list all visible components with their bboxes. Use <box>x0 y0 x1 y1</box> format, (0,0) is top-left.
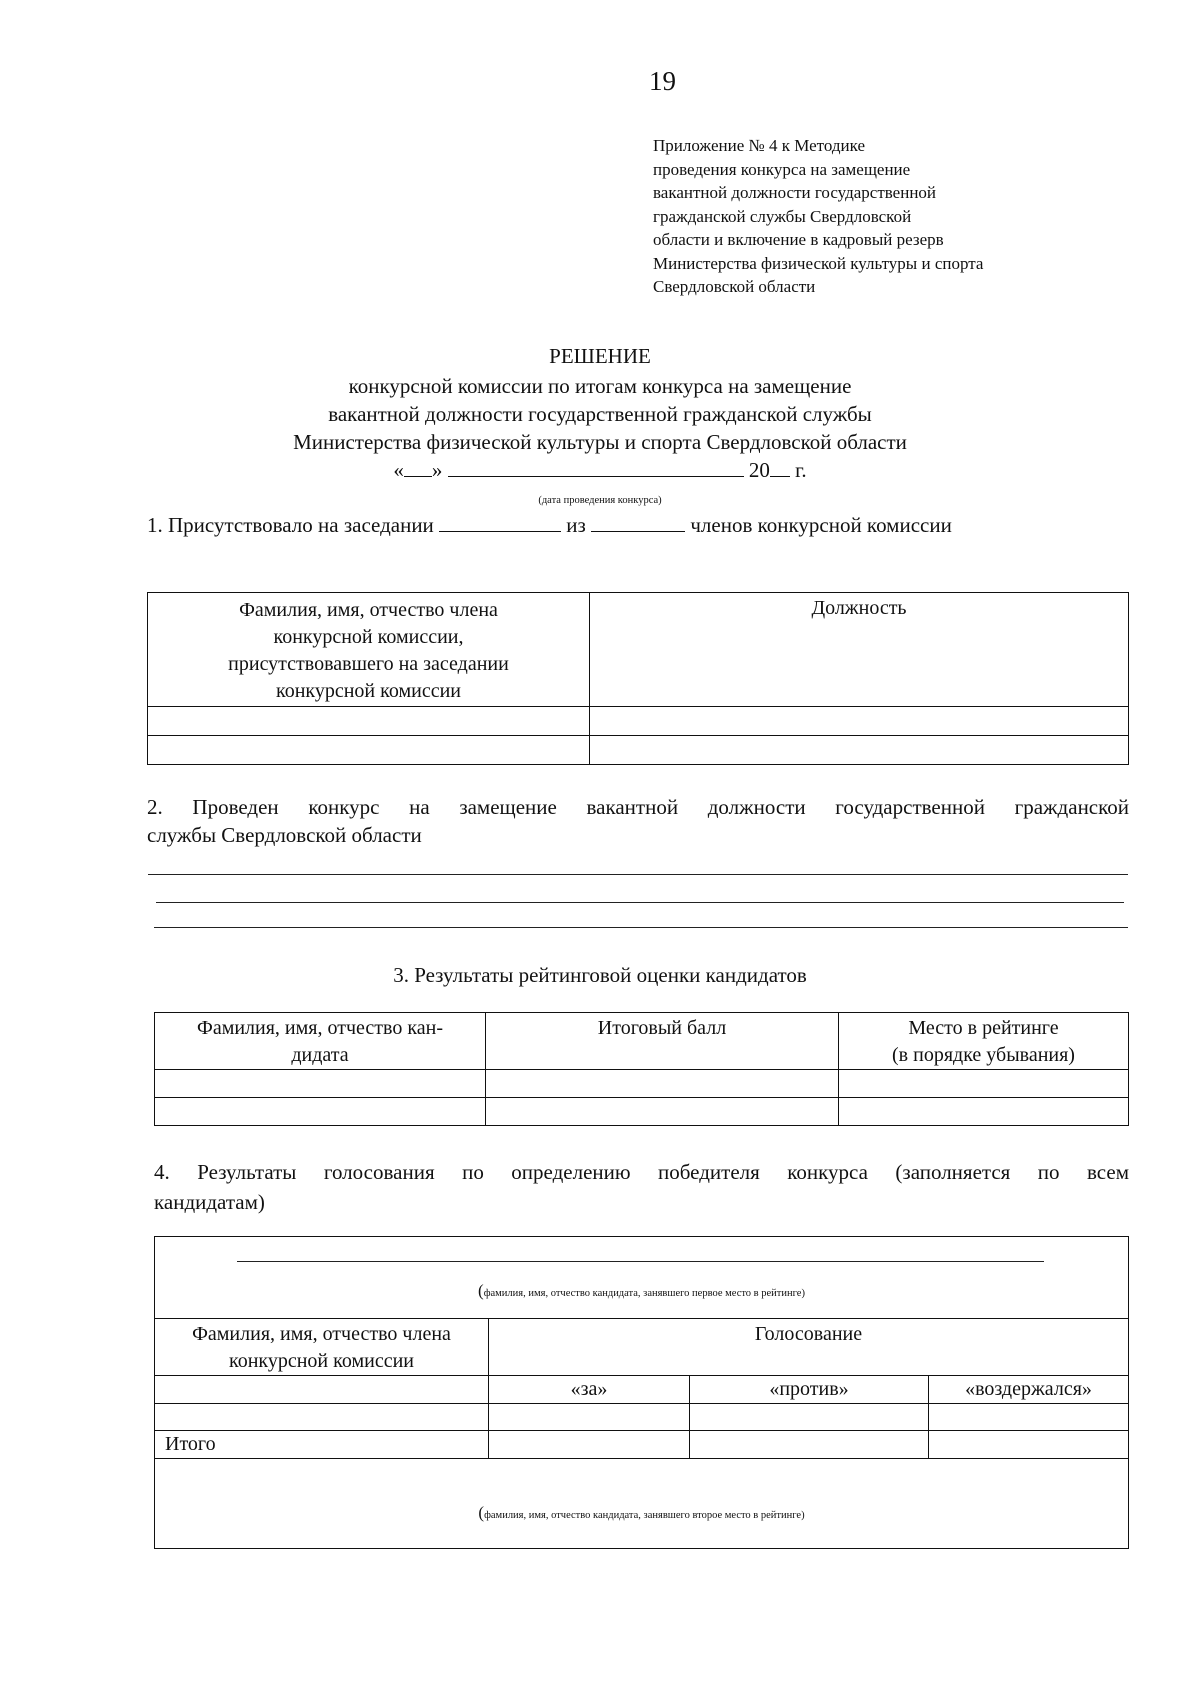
header-total-score <box>486 1013 839 1070</box>
header-line: конкурсной комиссии, <box>273 626 464 648</box>
second-candidate-cell <box>155 1459 1129 1549</box>
first-candidate-caption: (фамилия, имя, отчество кандидата, занявшего первое место в рейтинге) <box>478 1281 805 1300</box>
cell-position[interactable] <box>590 736 1129 765</box>
day-blank[interactable] <box>404 458 432 477</box>
attended-count-blank[interactable] <box>439 513 561 532</box>
cell-member-name[interactable] <box>148 736 590 765</box>
cell-vote-abstain[interactable] <box>929 1404 1129 1431</box>
second-candidate-caption: (фамилия, имя, отчество кандидата, занявшего второе место в рейтинге) <box>478 1503 805 1522</box>
header-vote-for: «за» <box>489 1376 690 1404</box>
cell-candidate-name[interactable] <box>155 1070 486 1098</box>
page-number: 19 <box>649 66 676 96</box>
cell-rating-place[interactable] <box>839 1098 1129 1126</box>
section1-attendance <box>147 513 952 538</box>
rating-table <box>154 1012 1129 1126</box>
appendix-line: гражданской службы Свердловской <box>653 206 912 226</box>
position-blank-line[interactable] <box>148 874 1128 875</box>
title-line: конкурсной комиссии по итогам конкурса на замещение <box>348 374 852 398</box>
caption-text: фамилия, имя, отчество кандидата, занявшего первое место в рейтинге) <box>483 1288 805 1299</box>
date-close-quote: » <box>431 458 443 482</box>
attendance-text-before: 1. Присутствовало на заседании <box>147 513 434 537</box>
appendix-line: вакантной должности государственной <box>653 183 937 202</box>
table-row <box>155 1098 1129 1126</box>
first-candidate-blank[interactable] <box>237 1261 1044 1262</box>
header-line: дидата <box>291 1044 349 1066</box>
year-prefix: 20 <box>748 458 770 482</box>
cell-vote-for[interactable] <box>489 1404 690 1431</box>
appendix-line: области и включение в кадровый резерв <box>653 230 944 249</box>
date-open-quote: « <box>393 458 404 482</box>
section3-heading: 3. Результаты рейтинговой оценки кандидатов <box>393 963 807 987</box>
appendix-reference <box>653 134 983 299</box>
header-line: Фамилия, имя, отчество члена <box>239 599 498 621</box>
appendix-line: Приложение № 4 к Методике <box>653 136 866 155</box>
appendix-line: проведения конкурса на замещение <box>653 159 911 179</box>
table-row <box>148 707 1129 736</box>
table-row <box>155 1404 1129 1431</box>
attendees-table <box>147 592 1129 765</box>
cell-total-against[interactable] <box>690 1431 929 1459</box>
header-member-name <box>148 593 590 707</box>
header-rating-place <box>839 1013 1129 1070</box>
header-line: конкурсной комиссии <box>229 1350 414 1372</box>
section4-line1: 4. Результаты голосования по определению победителя конкурса (заполняется по всем <box>154 1160 1129 1184</box>
header-position: Должность <box>590 593 1129 707</box>
header-vote-abstain: «воздержался» <box>929 1376 1129 1404</box>
title-line: Министерства физической культуры и спорта Свердловской области <box>293 430 907 454</box>
position-blank-line[interactable] <box>156 902 1124 903</box>
date-field <box>0 458 1200 483</box>
header-candidate-name <box>155 1013 486 1070</box>
month-blank[interactable] <box>448 458 744 477</box>
header-line: (в порядке убывания) <box>892 1044 1075 1066</box>
table-row <box>148 736 1129 765</box>
header-voting: Голосование <box>489 1319 1129 1376</box>
header-line: Фамилия, имя, отчество члена <box>192 1323 451 1345</box>
section4-line2: кандидатам) <box>154 1190 265 1214</box>
year-suffix: г. <box>795 458 807 482</box>
total-count-blank[interactable] <box>591 513 685 532</box>
cell-vote-against[interactable] <box>690 1404 929 1431</box>
cell-total-abstain[interactable] <box>929 1431 1129 1459</box>
section2-line1: 2. Проведен конкурс на замещение вакантной должности государственной гражданской <box>147 795 1129 819</box>
attendance-text-middle: из <box>566 513 586 537</box>
title-line: вакантной должности государственной гражданской службы <box>328 402 872 426</box>
table-row <box>155 1070 1129 1098</box>
cell-position[interactable] <box>590 707 1129 736</box>
total-label: Итого <box>155 1431 489 1459</box>
cell-empty <box>155 1376 489 1404</box>
header-line: Итоговый балл <box>597 1017 727 1039</box>
position-blank-line[interactable] <box>154 927 1128 928</box>
header-line: Фамилия, имя, отчество кан- <box>197 1017 443 1039</box>
header-line: присутствовавшего на заседании <box>228 653 509 675</box>
cell-candidate-name[interactable] <box>155 1098 486 1126</box>
appendix-line: Министерства физической культуры и спорта <box>653 253 984 273</box>
appendix-line: Свердловской области <box>653 277 816 296</box>
total-row <box>155 1431 1129 1459</box>
header-line: Место в рейтинге <box>908 1017 1059 1039</box>
header-vote-against: «против» <box>690 1376 929 1404</box>
first-candidate-cell <box>155 1237 1129 1319</box>
section2-line2: службы Свердловской области <box>147 823 422 847</box>
cell-rating-place[interactable] <box>839 1070 1129 1098</box>
header-member-name <box>155 1319 489 1376</box>
title-heading: РЕШЕНИЕ <box>549 344 651 368</box>
voting-table <box>154 1236 1129 1549</box>
year-blank[interactable] <box>770 458 790 477</box>
caption-text: фамилия, имя, отчество кандидата, занявшего второе место в рейтинге) <box>484 1510 805 1521</box>
header-line: конкурсной комиссии <box>276 680 461 702</box>
cell-member-name[interactable] <box>148 707 590 736</box>
cell-total-for[interactable] <box>489 1431 690 1459</box>
attendance-text-after: членов конкурсной комиссии <box>690 513 952 537</box>
cell-total-score[interactable] <box>486 1070 839 1098</box>
date-caption: (дата проведения конкурса) <box>538 495 662 506</box>
cell-member-name[interactable] <box>155 1404 489 1431</box>
cell-total-score[interactable] <box>486 1098 839 1126</box>
